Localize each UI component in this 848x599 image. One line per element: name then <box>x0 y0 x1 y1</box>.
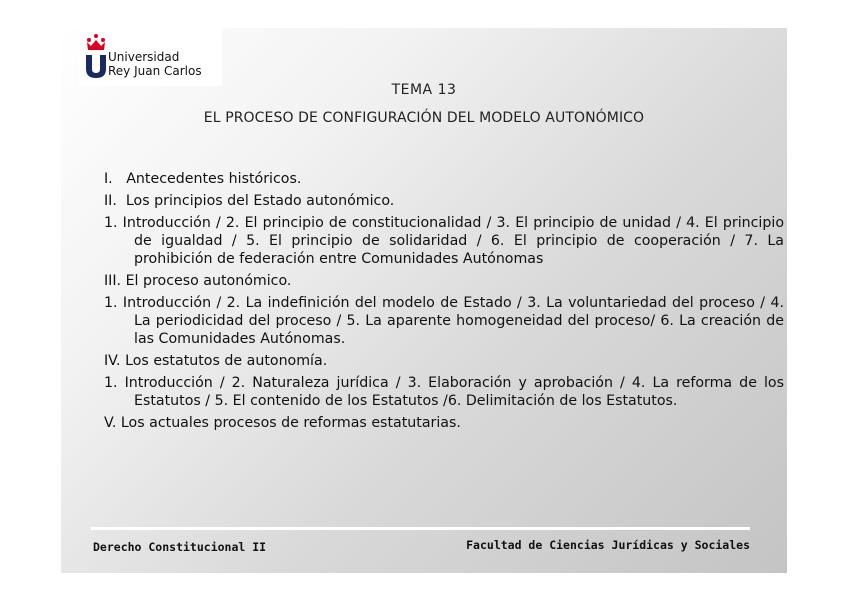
university-logo <box>79 28 222 86</box>
outline-item: III. El proceso autonómico. <box>104 273 292 289</box>
outline-subitems: 1. Introducción / 2. La indefinición del modelo de Estado / 3. La voluntariedad del proceso / 4. La periodicidad del proceso / 5. La aparente homogeneidad del proceso/ 6. La creación de las Comunidades Autónomas. <box>104 295 784 347</box>
topic-number: TEMA 13 <box>391 82 457 98</box>
outline-subitems: 1. Introducción / 2. El principio de constitucionalidad / 3. El principio de unidad / 4. El principio de igualdad / 5. El principio de solidaridad / 6. El principio de cooperación / 7. La prohibición de federación entre Comunidades Autónomas <box>104 215 784 267</box>
crown-u-icon <box>83 33 109 79</box>
slide <box>61 28 787 573</box>
course-name: Derecho Constitucional II <box>93 540 267 554</box>
logo-line1: Universidad <box>108 50 180 64</box>
outline-item: I. Antecedentes históricos. <box>104 171 302 187</box>
slide-title: EL PROCESO DE CONFIGURACIÓN DEL MODELO AUTONÓMICO <box>203 110 645 126</box>
footer-divider <box>91 527 750 530</box>
outline-item: II. Los principios del Estado autonómico. <box>104 193 395 209</box>
logo-line2: Rey Juan Carlos <box>108 64 202 78</box>
outline-item: V. Los actuales procesos de reformas estatutarias. <box>104 415 461 431</box>
outline-item: IV. Los estatutos de autonomía. <box>104 353 328 369</box>
faculty-name: Facultad de Ciencias Jurídicas y Sociales <box>466 538 750 552</box>
outline-subitems: 1. Introducción / 2. Naturaleza jurídica / 3. Elaboración y aprobación / 4. La reforma de los Estatutos / 5. El contenido de los Estatutos /6. Delimitación de los Estatutos. <box>104 375 784 409</box>
outline-list <box>104 170 784 436</box>
